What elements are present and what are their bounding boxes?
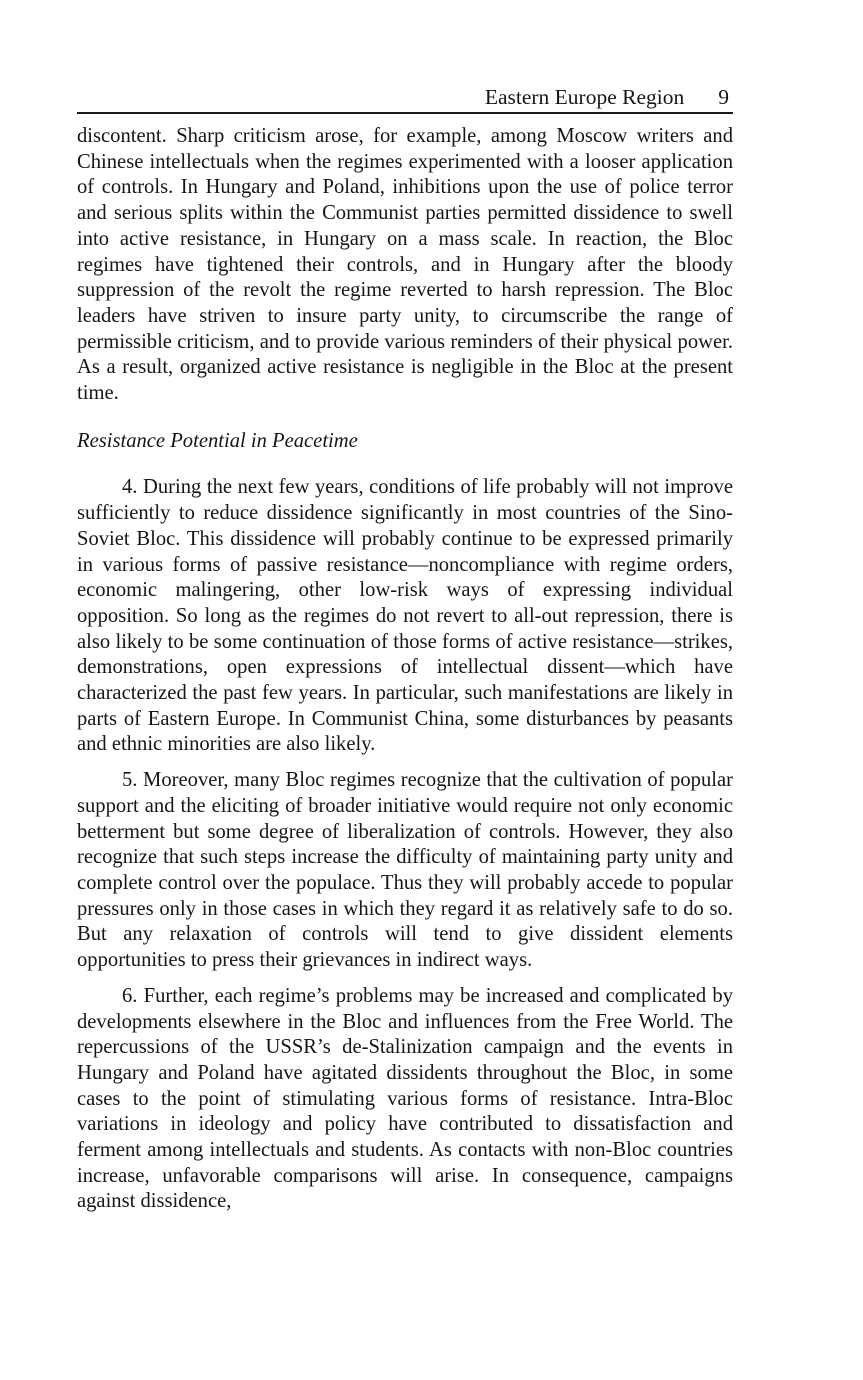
paragraph-4: 4. During the next few years, conditions of life probably will not improve sufficiently to reduce dissidence significantly in most countries of the Sino-Soviet Bloc. This dissidence will probably continue to be expressed primarily in various forms of passive resistance—noncompliance with regime orders, economic malingering, other low-risk ways of expressing individual opposition. So long as the regimes do not revert to all-out repression, there is also likely to be some continuation of those forms of active resistance—strikes, demonstrations, open expressions of intellectual dissent—which have characterized the past few years. In particular, such manifestations are likely in parts of Eastern Europe. In Communist China, some disturbances by peasants and ethnic minorities are also likely. xyxy=(77,476,733,756)
body-text xyxy=(77,124,733,1215)
section-heading: Resistance Potential in Peacetime xyxy=(77,429,358,452)
document-page xyxy=(77,84,733,1225)
running-title: Eastern Europe Region xyxy=(484,85,685,109)
paragraph-6: 6. Further, each regime’s problems may be increased and complicated by developments elsewhere in the Bloc and influences from the Free World. The repercussions of the USSR’s de-Stalinization campaign and the events in Hungary and Poland have agitated dissidents throughout the Bloc, in some cases to the point of stimulating various forms of resistance. Intra-Bloc variations in ideology and policy have contributed to dissatisfaction and ferment among intellectuals and students. As contacts with non-Bloc countries increase, unfavorable comparisons will arise. In consequence, campaigns against dissidence, xyxy=(77,984,733,1213)
paragraph-5: 5. Moreover, many Bloc regimes recognize that the cultivation of popular support and the eliciting of broader initiative would require not only economic betterment but some degree of liberalization of controls. However, they also recognize that such steps increase the difficulty of maintaining party unity and complete control over the populace. Thus they will probably accede to popular pressures only in those cases in which they regard it as relatively safe to do so. But any relaxation of controls will tend to give dissident elements opportunities to press their grievances in indirect ways. xyxy=(77,769,733,972)
running-header xyxy=(77,84,733,114)
page-number: 9 xyxy=(718,85,729,109)
continuation-paragraph: discontent. Sharp criticism arose, for example, among Moscow writers and Chinese intellectuals when the regimes experimented with a looser application of controls. In Hungary and Poland, inhibitions upon the use of police terror and serious splits within the Communist parties permitted dissidence to swell into active resistance, in Hungary on a mass scale. In reaction, the Bloc regimes have tightened their controls, and in Hungary after the bloody suppression of the revolt the regime reverted to harsh repression. The Bloc leaders have striven to insure party unity, to circumscribe the range of permissible criticism, and to provide various reminders of their physical power. As a result, organized active resistance is negligible in the Bloc at the present time. xyxy=(77,125,733,405)
